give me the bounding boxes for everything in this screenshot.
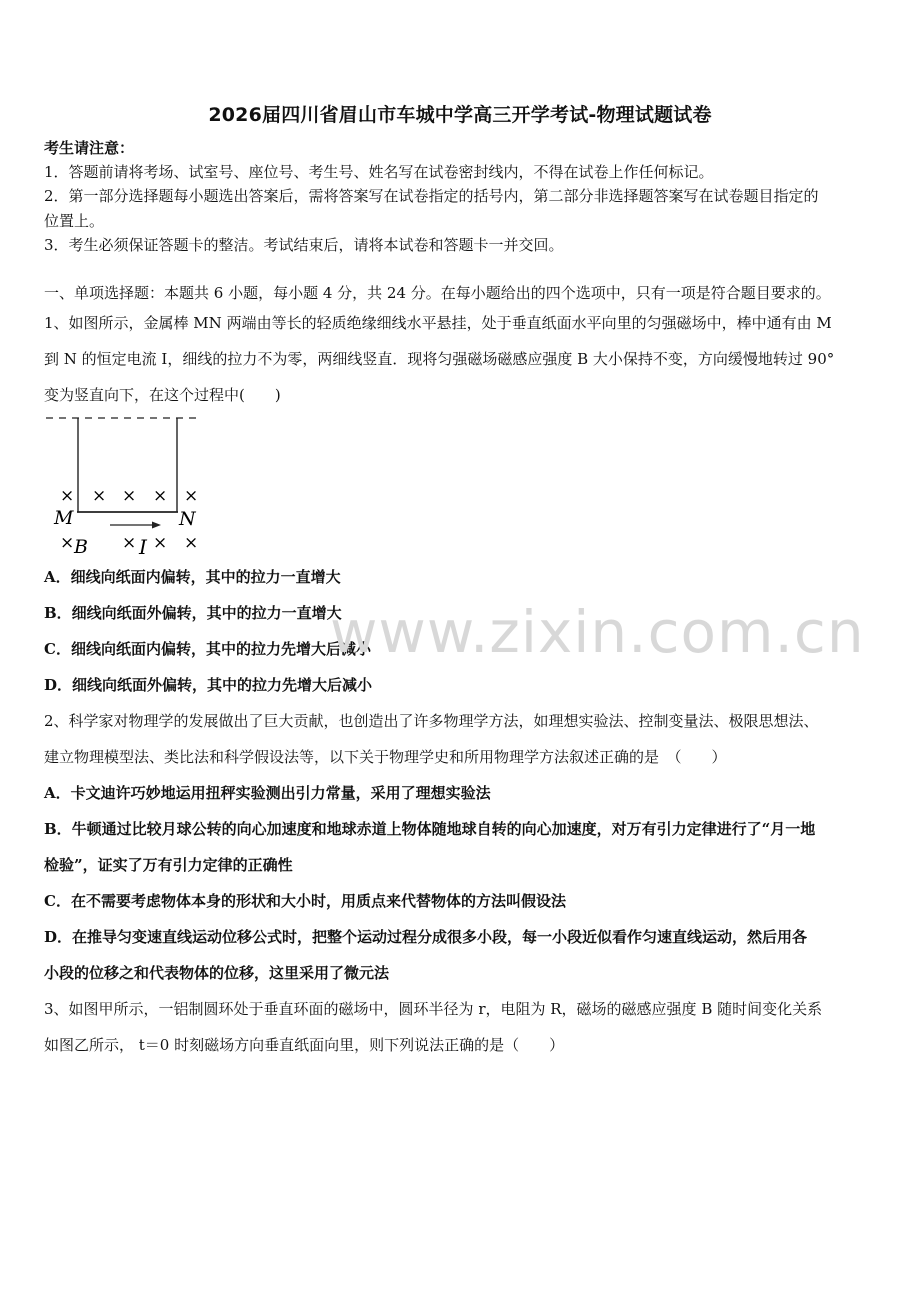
question-1-text: 1、如图所示，金属棒 MN 两端由等长的轻质绝缘细线水平悬挂，处于垂直纸面水平向里的匀强磁场中，棒中通有由 M (44, 314, 832, 332)
field-cross: × (153, 486, 168, 506)
field-cross: × (92, 486, 107, 506)
option-b: B．牛顿通过比较月球公转的向心加速度和地球赤道上物体随地球自转的向心加速度，对万有引力定律进行了“月一地 (44, 820, 816, 838)
field-cross: × (153, 533, 168, 553)
option-b: B．细线向纸面外偏转，其中的拉力一直增大 (44, 604, 342, 622)
notice-item: 位置上。 (44, 212, 105, 230)
label-i: I (139, 535, 147, 558)
label-m: M (54, 507, 74, 529)
option-a: A．卡文迪许巧妙地运用扭秤实验测出引力常量，采用了理想实验法 (44, 784, 491, 802)
field-cross: × (184, 533, 199, 553)
current-arrowhead (152, 522, 161, 529)
page-title: 2026届四川省眉山市车城中学高三开学考试-物理试题试卷 (208, 104, 712, 126)
question-3-text: 3、如图甲所示，一铝制圆环处于垂直环面的磁场中，圆环半径为 r，电阻为 R，磁场的磁感应强度 B 随时间变化关系 (44, 1000, 823, 1018)
option-c: C．细线向纸面内偏转，其中的拉力先增大后减小 (44, 640, 371, 658)
question-2-text: 建立物理模型法、类比法和科学假设法等，以下关于物理学史和所用物理学方法叙述正确的是 （ ） (44, 748, 727, 766)
field-cross: × (60, 533, 75, 553)
question-1-text: 到 N 的恒定电流 I，细线的拉力不为零，两细线竖直．现将匀强磁场磁感应强度 B 大小保持不变，方向缓慢地转过 90° (44, 350, 835, 368)
notice-item: 2．第一部分选择题每小题选出答案后，需将答案写在试卷指定的括号内，第二部分非选择题答案写在试卷题目指定的 (44, 187, 819, 205)
field-cross: × (184, 486, 199, 506)
watermark-text: www.zixin.com.cn (330, 598, 865, 666)
magnetic-field-figure (40, 408, 220, 562)
option-d: D．细线向纸面外偏转，其中的拉力先增大后减小 (44, 676, 373, 694)
notice-item: 1．答题前请将考场、试室号、座位号、考生号、姓名写在试卷密封线内，不得在试卷上作任何标记。 (44, 163, 714, 181)
option-c: C．在不需要考虑物体本身的形状和大小时，用质点来代替物体的方法叫假设法 (44, 892, 566, 910)
field-cross: × (122, 486, 137, 506)
field-cross: × (60, 486, 75, 506)
option-d-continued: 小段的位移之和代表物体的位移，这里采用了微元法 (44, 964, 390, 982)
option-d: D．在推导匀变速直线运动位移公式时，把整个运动过程分成很多小段，每一小段近似看作匀速直线运动，然后用各 (44, 928, 808, 946)
option-b-continued: 检验”，证实了万有引力定律的正确性 (44, 856, 293, 874)
question-1-text: 变为竖直向下，在这个过程中( ) (44, 386, 281, 404)
section-heading: 一、单项选择题：本题共 6 小题，每小题 4 分，共 24 分。在每小题给出的四个选项中，只有一项是符合题目要求的。 (44, 284, 831, 302)
field-cross: × (122, 533, 137, 553)
notice-item: 3．考生必须保证答题卡的整洁。考试结束后，请将本试卷和答题卡一并交回。 (44, 236, 564, 254)
question-3-text: 如图乙所示， t＝0 时刻磁场方向垂直纸面向里，则下列说法正确的是（ ） (44, 1036, 565, 1054)
notice-heading: 考生请注意： (44, 139, 135, 157)
label-b: B (74, 536, 88, 558)
question-2-text: 2、科学家对物理学的发展做出了巨大贡献，也创造出了许多物理学方法，如理想实验法、控制变量法、极限思想法、 (44, 712, 819, 730)
option-a: A．细线向纸面内偏转，其中的拉力一直增大 (44, 568, 341, 586)
label-n: N (179, 508, 196, 530)
